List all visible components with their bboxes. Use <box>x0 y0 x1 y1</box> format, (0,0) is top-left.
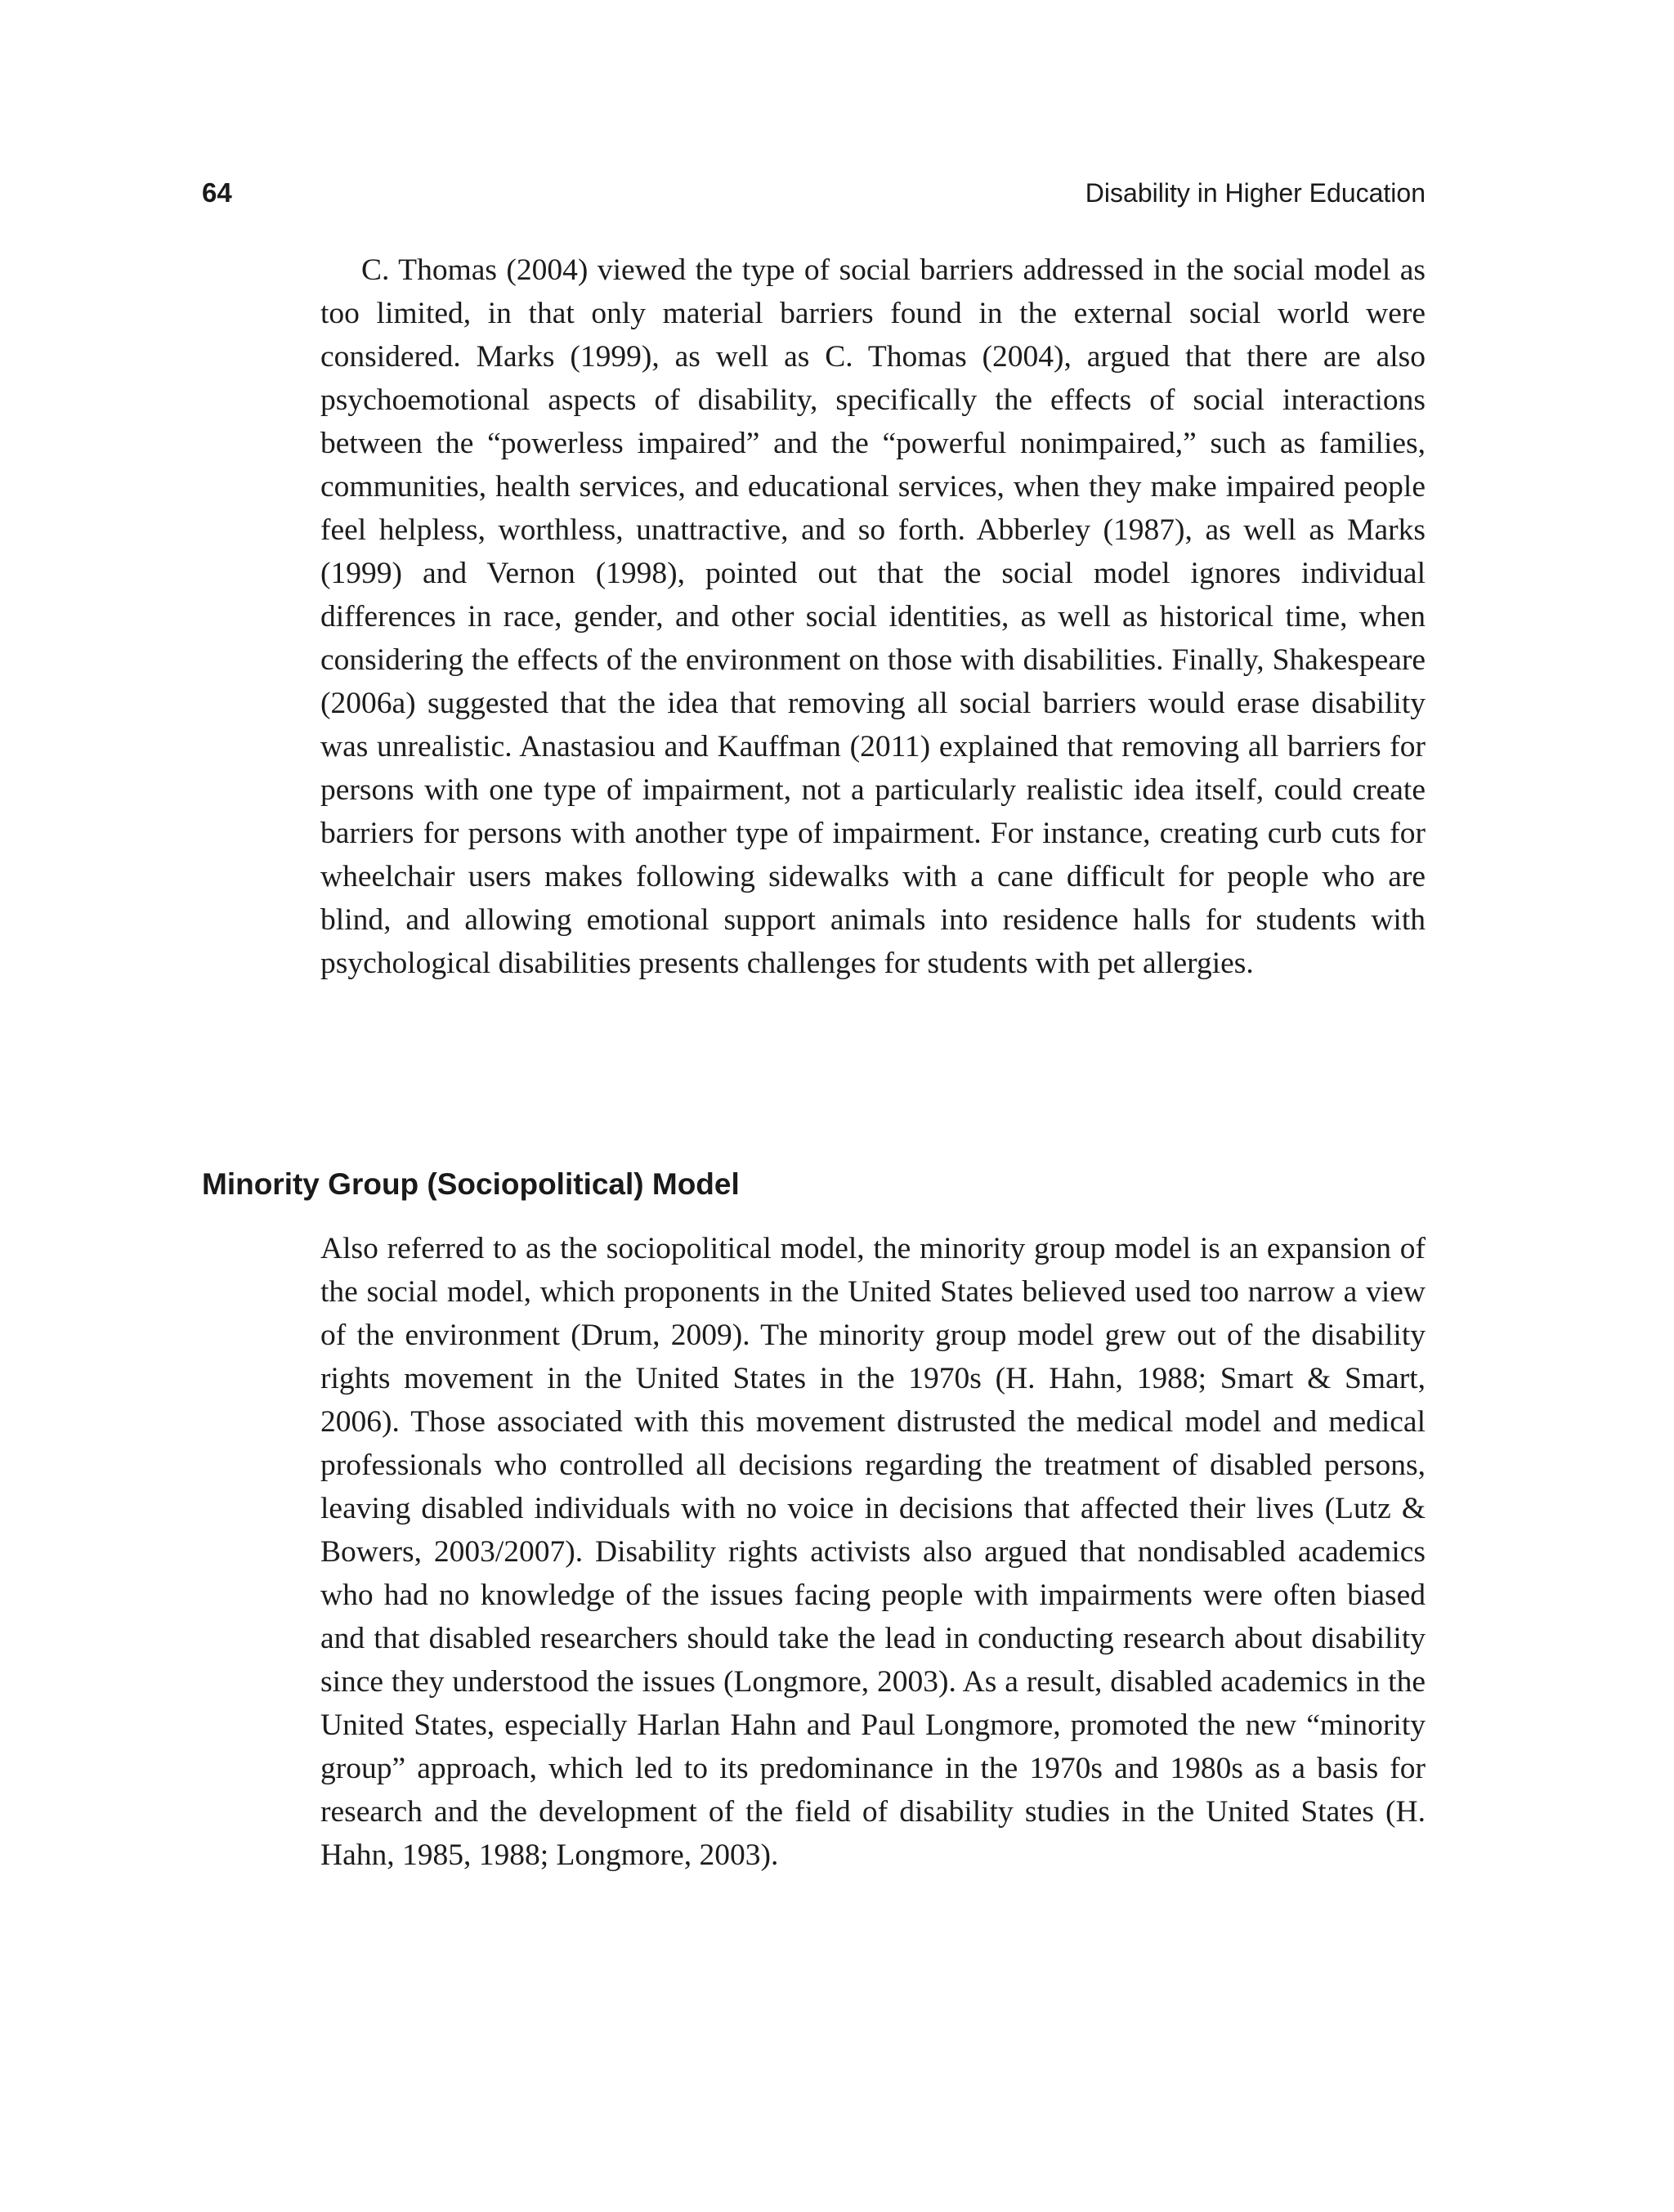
running-head: Disability in Higher Education <box>1085 178 1426 208</box>
body-paragraph-1: C. Thomas (2004) viewed the type of social barriers addressed in the social model as too limited, in that only material barriers found in the external social world were considered. Marks (1999), as well as C. Thomas (2004), argued that there are also psychoemotional aspects of disability, specifically the effects of social interactions between the “powerless impaired” and the “powerful nonimpaired,” such as families, communities, health services, and educational services, when they make impaired people feel helpless, worthless, unattractive, and so forth. Abberley (1987), as well as Marks (1999) and Vernon (1998), pointed out that the social model ignores individual differences in race, gender, and other social identities, as well as historical time, when considering the effects of the environment on those with disabilities. Finally, Shakespeare (2006a) suggested that the idea that removing all social barriers would erase disability was unrealistic. Anastasiou and Kauffman (2011) explained that removing all barriers for persons with one type of impairment, not a particularly realistic idea itself, could create barriers for persons with another type of impairment. For instance, creating curb cuts for wheelchair users makes following sidewalks with a cane difficult for people who are blind, and allowing emotional support animals into residence halls for students with psychological disabilities presents challenges for students with pet allergies. <box>320 253 1426 980</box>
page-number: 64 <box>202 177 232 208</box>
section-heading: Minority Group (Sociopolitical) Model <box>202 1167 740 1201</box>
body-paragraph-2: Also referred to as the sociopolitical model, the minority group model is an expansion of the social model, which proponents in the United States believed used too narrow a view of the environment (Drum, 2009). The minority group model grew out of the disability rights movement in the United States in the 1970s (H. Hahn, 1988; Smart & Smart, 2006). Those associated with this movement distrusted the medical model and medical professionals who controlled all decisions regarding the treatment of disabled persons, leaving disabled individuals with no voice in decisions that affected their lives (Lutz & Bowers, 2003/2007). Disability rights activists also argued that nondisabled academics who had no knowledge of the issues facing people with impairments were often biased and that disabled researchers should take the lead in conducting research about disability since they understood the issues (Longmore, 2003). As a result, disabled academics in the United States, especially Harlan Hahn and Paul Longmore, promoted the new “minority group” approach, which led to its predominance in the 1970s and 1980s as a basis for research and the development of the field of disability studies in the United States (H. Hahn, 1985, 1988; Longmore, 2003). <box>320 1232 1426 1872</box>
